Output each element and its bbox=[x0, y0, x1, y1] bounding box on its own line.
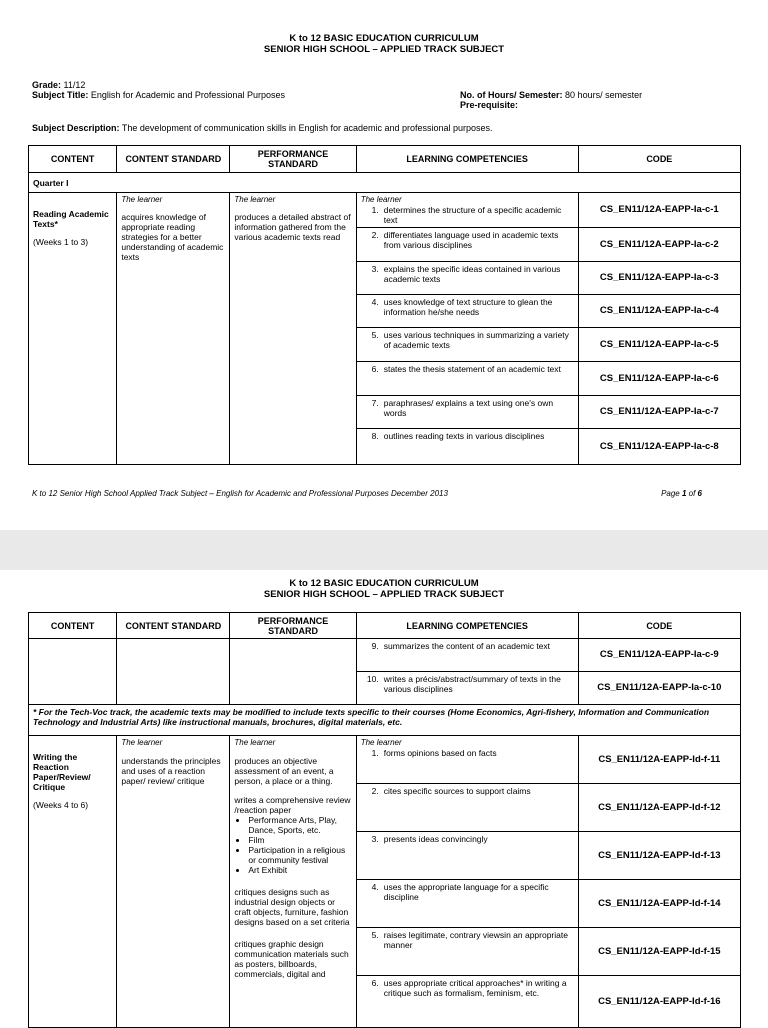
content-cell bbox=[29, 736, 117, 1028]
competency-number: 9. bbox=[371, 641, 379, 651]
competency-number: 2. bbox=[371, 230, 379, 240]
code-cell: CS_EN11/12A-EAPP-Ia-c-2 bbox=[578, 228, 740, 262]
performance-standard-4: critiques graphic design communication materials such as posters, billboards, commercials, digital and bbox=[234, 939, 349, 979]
header-line-2: SENIOR HIGH SCHOOL – APPLIED TRACK SUBJECT bbox=[263, 589, 505, 600]
header-content-standard: CONTENT STANDARD bbox=[117, 146, 230, 173]
code-cell: CS_EN11/12A-EAPP-Ia-c-9 bbox=[578, 639, 740, 672]
code-cell: CS_EN11/12A-EAPP-Id-f-16 bbox=[578, 976, 740, 1028]
learner-label: The learner bbox=[234, 738, 276, 747]
table-row bbox=[29, 193, 741, 228]
competency-cell bbox=[356, 228, 578, 262]
quarter-label: Quarter I bbox=[29, 173, 741, 193]
header-performance-standard: PERFORMANCE STANDARD bbox=[230, 146, 356, 173]
performance-standard-cell bbox=[230, 639, 356, 705]
content-cell bbox=[29, 193, 117, 465]
competency-number: 1. bbox=[371, 748, 379, 758]
header-learning-competencies: LEARNING COMPETENCIES bbox=[356, 146, 578, 173]
competency-cell bbox=[356, 880, 578, 928]
competency-cell bbox=[356, 362, 578, 396]
content-standard-text: understands the principles and uses of a reaction paper/ review/ critique bbox=[121, 756, 221, 786]
header-content: CONTENT bbox=[29, 613, 117, 639]
code-cell: CS_EN11/12A-EAPP-Ia-c-10 bbox=[578, 672, 740, 705]
footer-text: K to 12 Senior High School Applied Track Subject – English for Academic and Professional Purposes December 2013 bbox=[32, 489, 448, 498]
header-code: CODE bbox=[578, 146, 740, 173]
competency-number: 5. bbox=[371, 330, 379, 340]
hours-line bbox=[460, 90, 642, 100]
competency-number: 3. bbox=[371, 834, 379, 844]
document-header bbox=[0, 33, 768, 55]
performance-standard-cell bbox=[230, 193, 356, 465]
subject-value: English for Academic and Professional Purposes bbox=[90, 90, 285, 100]
code-cell: CS_EN11/12A-EAPP-Id-f-12 bbox=[578, 784, 740, 832]
competency-text: presents ideas convincingly bbox=[383, 834, 488, 844]
competency-number: 2. bbox=[371, 786, 379, 796]
content-title: Writing the Reaction Paper/Review/ Critique bbox=[33, 752, 91, 792]
subject-line bbox=[32, 90, 285, 100]
competency-text: uses appropriate critical approaches* in writing a critique such as formalism, feminism, etc. bbox=[383, 978, 567, 998]
table-header-row bbox=[29, 146, 741, 173]
competency-number: 5. bbox=[371, 930, 379, 940]
prereq-label: Pre-requisite: bbox=[460, 100, 519, 110]
competency-cell bbox=[356, 639, 578, 672]
page-current: 1 bbox=[681, 489, 687, 498]
header-code: CODE bbox=[578, 613, 740, 639]
learner-label: The learner bbox=[360, 738, 402, 747]
competency-cell bbox=[356, 928, 578, 976]
competency-text: paraphrases/ explains a text using one's own words bbox=[383, 398, 554, 418]
performance-bullet-list bbox=[234, 815, 351, 875]
code-cell: CS_EN11/12A-EAPP-Ia-c-4 bbox=[578, 295, 740, 328]
competency-number: 4. bbox=[371, 297, 379, 307]
performance-standard-3: critiques designs such as industrial design objects or craft objects, furniture, fashion designs based on a set criteria bbox=[234, 887, 350, 927]
page-total: 6 bbox=[697, 489, 702, 498]
note-row bbox=[29, 705, 741, 736]
content-title: Reading Academic Texts* bbox=[33, 209, 109, 229]
header-learning-competencies: LEARNING COMPETENCIES bbox=[356, 613, 578, 639]
competency-cell bbox=[356, 328, 578, 362]
grade-label: Grade: bbox=[32, 80, 62, 90]
table-header-row bbox=[29, 613, 741, 639]
code-cell: CS_EN11/12A-EAPP-Ia-c-6 bbox=[578, 362, 740, 396]
page-prefix: Page bbox=[661, 489, 682, 498]
competency-text: forms opinions based on facts bbox=[383, 748, 497, 758]
tech-voc-note: * For the Tech-Voc track, the academic texts may be modified to include texts specific to their courses (Home Economics, Agri-fishery, Information and Communication Technology and Industrial Arts) like instructional manuals, brochures, digital materials, etc. bbox=[29, 705, 741, 736]
header-content: CONTENT bbox=[29, 146, 117, 173]
learner-label: The learner bbox=[121, 738, 163, 747]
competency-text: states the thesis statement of an academic text bbox=[383, 364, 561, 374]
competency-number: 4. bbox=[371, 882, 379, 892]
table-row bbox=[29, 736, 741, 784]
competency-cell bbox=[356, 976, 578, 1028]
page-2 bbox=[0, 570, 768, 1024]
competency-text: differentiates language used in academic texts from various disciplines bbox=[383, 230, 559, 250]
competency-cell bbox=[356, 262, 578, 295]
code-cell: CS_EN11/12A-EAPP-Id-f-11 bbox=[578, 736, 740, 784]
competency-text: writes a précis/abstract/summary of texts in the various disciplines bbox=[383, 674, 561, 694]
competency-cell bbox=[356, 396, 578, 429]
quarter-row bbox=[29, 173, 741, 193]
competency-number: 1. bbox=[371, 205, 379, 215]
code-cell: CS_EN11/12A-EAPP-Ia-c-1 bbox=[578, 193, 740, 228]
competency-cell bbox=[356, 429, 578, 465]
header-line-1: K to 12 BASIC EDUCATION CURRICULUM bbox=[289, 578, 479, 589]
competency-text: uses various techniques in summarizing a variety of academic texts bbox=[383, 330, 569, 350]
competency-text: uses knowledge of text structure to glean the information he/she needs bbox=[383, 297, 553, 317]
performance-standard-1: produces an objective assessment of an event, a person, a place or a thing. bbox=[234, 756, 334, 786]
competency-cell bbox=[356, 784, 578, 832]
competency-cell bbox=[356, 736, 578, 784]
content-standard-cell bbox=[117, 736, 230, 1028]
page-number bbox=[661, 489, 702, 498]
learner-label: The learner bbox=[121, 195, 163, 204]
code-cell: CS_EN11/12A-EAPP-Ia-c-7 bbox=[578, 396, 740, 429]
competency-text: determines the structure of a specific academic text bbox=[383, 205, 562, 225]
learner-label: The learner bbox=[360, 195, 402, 204]
hours-value: 80 hours/ semester bbox=[565, 90, 643, 100]
description-label: Subject Description: bbox=[32, 123, 120, 133]
performance-standard-cell bbox=[230, 736, 356, 1028]
header-content-standard: CONTENT STANDARD bbox=[117, 613, 230, 639]
description-value: The development of communication skills in English for academic and professional purposes. bbox=[121, 123, 493, 133]
header-line-2: SENIOR HIGH SCHOOL – APPLIED TRACK SUBJECT bbox=[263, 44, 505, 55]
competency-number: 10. bbox=[366, 674, 379, 684]
document-header bbox=[0, 578, 768, 600]
competency-text: explains the specific ideas contained in various academic texts bbox=[383, 264, 561, 284]
competency-cell bbox=[356, 672, 578, 705]
list-item: • Performance Arts, Play, Dance, Sports, etc. bbox=[248, 815, 351, 835]
competency-number: 6. bbox=[371, 978, 379, 988]
code-cell: CS_EN11/12A-EAPP-Id-f-15 bbox=[578, 928, 740, 976]
content-cell bbox=[29, 639, 117, 705]
header-performance-standard: PERFORMANCE STANDARD bbox=[230, 613, 356, 639]
competency-number: 7. bbox=[371, 398, 379, 408]
code-cell: CS_EN11/12A-EAPP-Id-f-14 bbox=[578, 880, 740, 928]
table-row bbox=[29, 639, 741, 672]
code-cell: CS_EN11/12A-EAPP-Ia-c-3 bbox=[578, 262, 740, 295]
performance-standard-text: produces a detailed abstract of information gathered from the various academic texts read bbox=[234, 212, 351, 242]
content-standard-text: acquires knowledge of appropriate reading strategies for a better understanding of academic texts bbox=[121, 212, 224, 262]
hours-label: No. of Hours/ Semester: bbox=[460, 90, 563, 100]
prereq-line bbox=[460, 100, 518, 110]
list-item: • Participation in a religious or community festival bbox=[248, 845, 351, 865]
curriculum-table-1 bbox=[28, 145, 741, 465]
curriculum-table-2 bbox=[28, 612, 741, 1028]
list-item: • Art Exhibit bbox=[248, 865, 351, 875]
list-item: • Film bbox=[248, 835, 351, 845]
code-cell: CS_EN11/12A-EAPP-Id-f-13 bbox=[578, 832, 740, 880]
competency-number: 6. bbox=[371, 364, 379, 374]
grade-value: 11/12 bbox=[63, 80, 86, 90]
page-of: of bbox=[686, 489, 698, 498]
competency-number: 8. bbox=[371, 431, 379, 441]
content-standard-cell bbox=[117, 639, 230, 705]
content-weeks: (Weeks 1 to 3) bbox=[33, 237, 89, 247]
grade-line bbox=[32, 80, 85, 90]
competency-text: outlines reading texts in various disciplines bbox=[383, 431, 545, 441]
competency-cell bbox=[356, 295, 578, 328]
header-line-1: K to 12 BASIC EDUCATION CURRICULUM bbox=[289, 33, 479, 44]
competency-number: 3. bbox=[371, 264, 379, 274]
competency-text: cites specific sources to support claims bbox=[383, 786, 531, 796]
description-line bbox=[32, 123, 493, 133]
page-separator bbox=[0, 530, 768, 570]
competency-text: raises legitimate, contrary viewsin an appropriate manner bbox=[383, 930, 568, 950]
code-cell: CS_EN11/12A-EAPP-Ia-c-5 bbox=[578, 328, 740, 362]
subject-label: Subject Title: bbox=[32, 90, 89, 100]
content-standard-cell bbox=[117, 193, 230, 465]
competency-cell bbox=[356, 832, 578, 880]
performance-standard-2: writes a comprehensive review /reaction paper bbox=[234, 795, 351, 815]
learner-label: The learner bbox=[234, 195, 276, 204]
competency-text: uses the appropriate language for a specific discipline bbox=[383, 882, 549, 902]
competency-cell bbox=[356, 193, 578, 228]
competency-text: summarizes the content of an academic text bbox=[383, 641, 551, 651]
code-cell: CS_EN11/12A-EAPP-Ia-c-8 bbox=[578, 429, 740, 465]
content-weeks: (Weeks 4 to 6) bbox=[33, 800, 89, 810]
